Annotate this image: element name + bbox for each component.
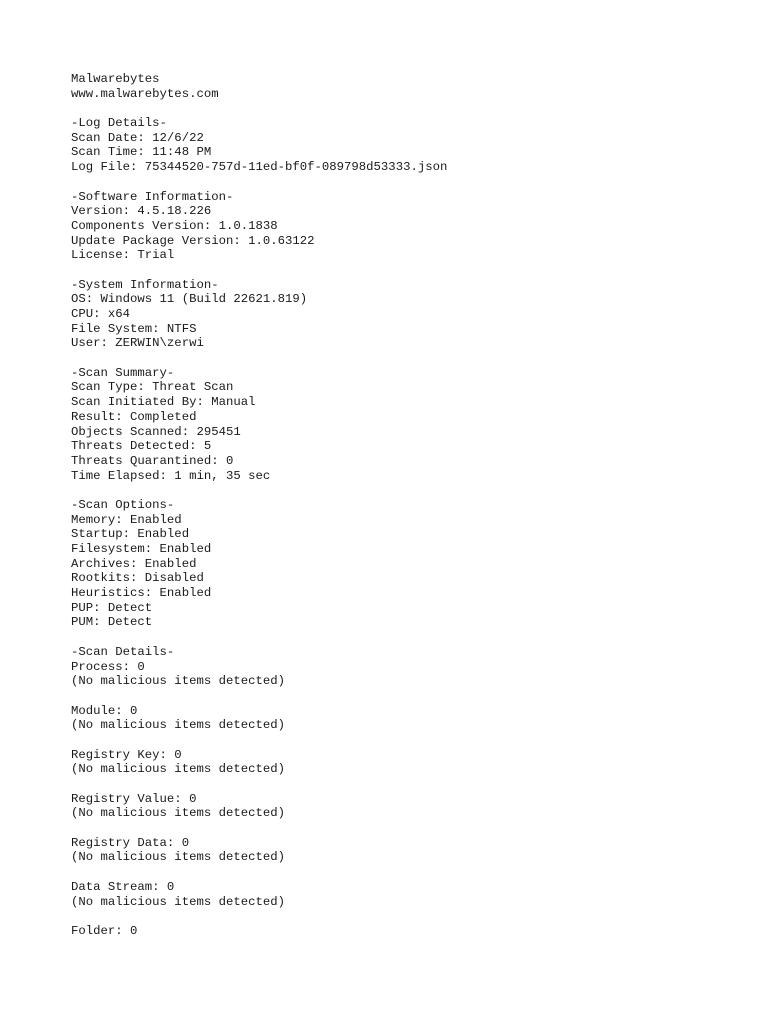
log-line — [71, 263, 447, 278]
log-line: User: ZERWIN\zerwi — [71, 336, 204, 351]
log-line: OS: Windows 11 (Build 22621.819) — [71, 292, 308, 307]
log-line: Version: 4.5.18.226 — [71, 204, 212, 219]
log-line: Registry Data: 0 — [71, 835, 190, 850]
log-line — [71, 909, 447, 924]
log-line: Data Stream: 0 — [71, 879, 175, 894]
log-line: Archives: Enabled — [71, 556, 197, 571]
log-line: -Scan Options- — [71, 497, 175, 512]
log-line: Heuristics: Enabled — [71, 586, 212, 601]
log-line — [71, 733, 447, 748]
log-line: Filesystem: Enabled — [71, 542, 212, 556]
log-line: License: Trial — [71, 248, 175, 263]
log-line: PUP: Detect — [71, 600, 153, 615]
log-line: Process: 0 — [71, 659, 145, 674]
log-line — [71, 777, 447, 792]
log-line: -System Information- — [71, 277, 219, 292]
log-line: (No malicious items detected) — [71, 718, 286, 733]
log-line: Startup: Enabled — [71, 527, 190, 542]
log-line: CPU: x64 — [71, 307, 131, 321]
log-line: Memory: Enabled — [71, 512, 182, 527]
log-line: Registry Value: 0 — [71, 791, 197, 806]
log-line: (No malicious items detected) — [71, 850, 286, 865]
log-line — [71, 865, 447, 880]
log-line — [71, 351, 447, 366]
log-line: File System: NTFS — [71, 321, 197, 336]
log-line: Scan Time: 11:48 PM — [71, 145, 212, 160]
log-line — [71, 175, 447, 190]
log-line: Rootkits: Disabled — [71, 571, 204, 586]
log-line: Log File: 75344520-757d-11ed-bf0f-089798d53333.json — [71, 160, 448, 175]
log-line: Scan Initiated By: Manual — [71, 395, 256, 410]
log-line: (No malicious items detected) — [71, 762, 286, 777]
log-line: Scan Date: 12/6/22 — [71, 130, 204, 145]
log-line: Folder: 0 — [71, 923, 138, 938]
log-line: PUM: Detect — [71, 615, 153, 630]
log-line — [71, 821, 447, 836]
log-line — [71, 101, 447, 116]
log-line: www.malwarebytes.com — [71, 86, 219, 101]
log-line: Module: 0 — [71, 703, 138, 718]
log-line: Update Package Version: 1.0.63122 — [71, 233, 315, 248]
log-line: -Software Information- — [71, 189, 234, 204]
log-line: Components Version: 1.0.1838 — [71, 218, 278, 233]
log-line: (No malicious items detected) — [71, 674, 286, 689]
log-line: Result: Completed — [71, 409, 197, 424]
log-line: -Log Details- — [71, 116, 167, 131]
log-line: Threats Quarantined: 0 — [71, 453, 234, 468]
log-line: (No malicious items detected) — [71, 894, 286, 909]
log-line: Scan Type: Threat Scan — [71, 380, 234, 395]
log-line: -Scan Summary- — [71, 365, 175, 380]
log-document — [71, 72, 447, 939]
log-line: Objects Scanned: 295451 — [71, 424, 241, 439]
log-line: Threats Detected: 5 — [71, 439, 212, 454]
log-line: Registry Key: 0 — [71, 747, 182, 762]
log-line: (No malicious items detected) — [71, 806, 286, 821]
log-line — [71, 483, 447, 498]
log-line — [71, 689, 447, 704]
log-line — [71, 630, 447, 645]
log-line: Time Elapsed: 1 min, 35 sec — [71, 468, 271, 483]
log-line: Malwarebytes — [71, 72, 160, 86]
log-line: -Scan Details- — [71, 644, 175, 659]
